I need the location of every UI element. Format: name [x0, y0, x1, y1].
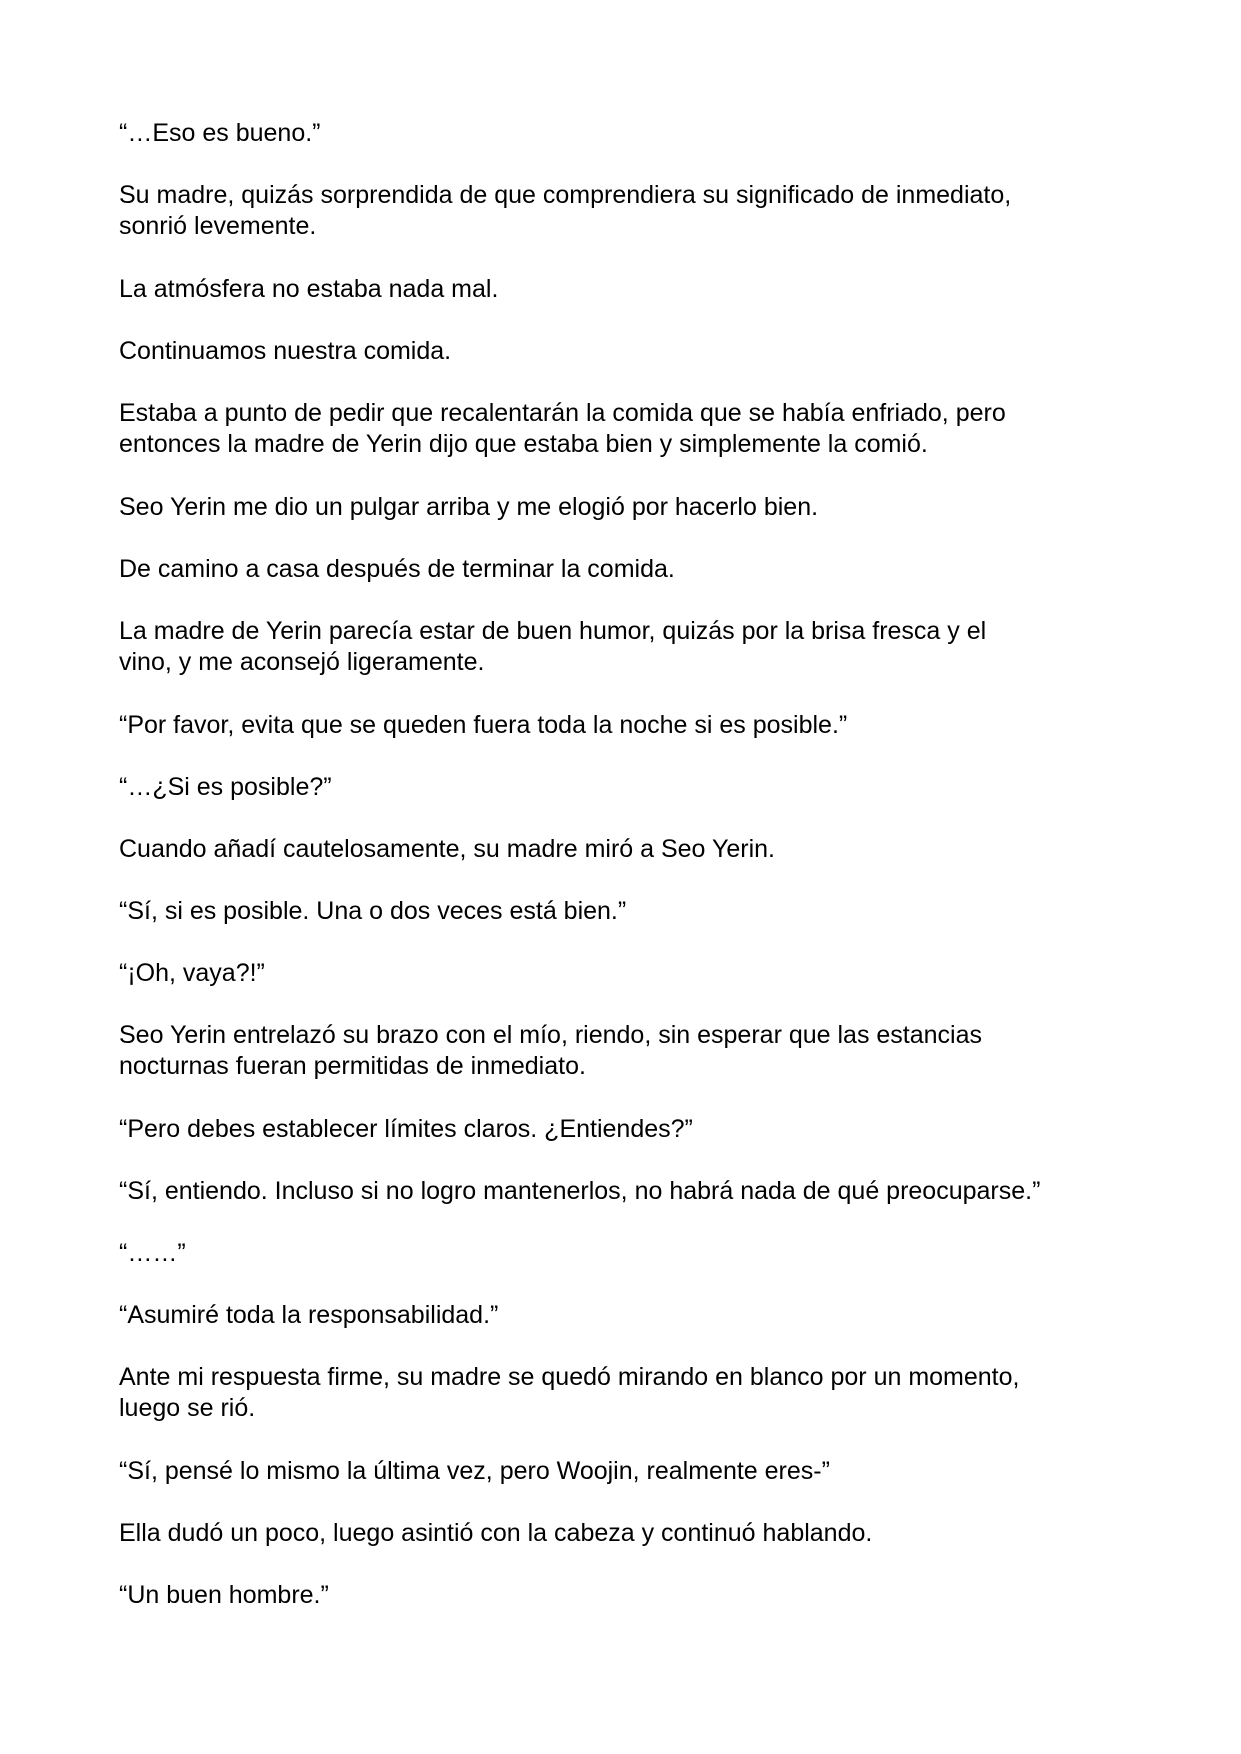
paragraph: “Asumiré toda la responsabilidad.”	[119, 1301, 499, 1329]
paragraph: Cuando añadí cautelosamente, su madre miró a Seo Yerin.	[119, 835, 775, 863]
paragraph: Estaba a punto de pedir que recalentarán la comida que se había enfriado, pero entonces la madre de Yerin dijo que estaba bien y simplemente la comió.	[119, 399, 1006, 458]
paragraph: Seo Yerin me dio un pulgar arriba y me elogió por hacerlo bien.	[119, 493, 819, 521]
paragraph: “……”	[119, 1239, 186, 1267]
paragraph: “¡Oh, vaya?!”	[119, 959, 265, 987]
paragraph: De camino a casa después de terminar la comida.	[119, 555, 675, 583]
paragraph: “Por favor, evita que se queden fuera toda la noche si es posible.”	[119, 711, 848, 739]
paragraph: “Un buen hombre.”	[119, 1581, 329, 1609]
paragraph: Continuamos nuestra comida.	[119, 337, 452, 365]
paragraph: “Sí, si es posible. Una o dos veces está bien.”	[119, 897, 627, 925]
paragraph: Ante mi respuesta firme, su madre se quedó mirando en blanco por un momento, luego se rió.	[119, 1363, 1020, 1422]
paragraph: Seo Yerin entrelazó su brazo con el mío, riendo, sin esperar que las estancias nocturnas fueran permitidas de inmediato.	[119, 1021, 983, 1080]
paragraph: Su madre, quizás sorprendida de que comprendiera su significado de inmediato, sonrió levemente.	[119, 181, 1012, 240]
paragraph: Ella dudó un poco, luego asintió con la cabeza y continuó hablando.	[119, 1519, 873, 1547]
paragraph: “…Eso es bueno.”	[119, 119, 321, 147]
paragraph: “Pero debes establecer límites claros. ¿Entiendes?”	[119, 1115, 693, 1143]
paragraph: La atmósfera no estaba nada mal.	[119, 275, 499, 303]
paragraph: La madre de Yerin parecía estar de buen humor, quizás por la brisa fresca y el vino, y me aconsejó ligeramente.	[119, 617, 987, 676]
paragraph: “Sí, entiendo. Incluso si no logro mantenerlos, no habrá nada de qué preocuparse.”	[119, 1177, 1041, 1205]
paragraph: “Sí, pensé lo mismo la última vez, pero Woojin, realmente eres-”	[119, 1457, 830, 1485]
paragraph: “…¿Si es posible?”	[119, 773, 332, 801]
